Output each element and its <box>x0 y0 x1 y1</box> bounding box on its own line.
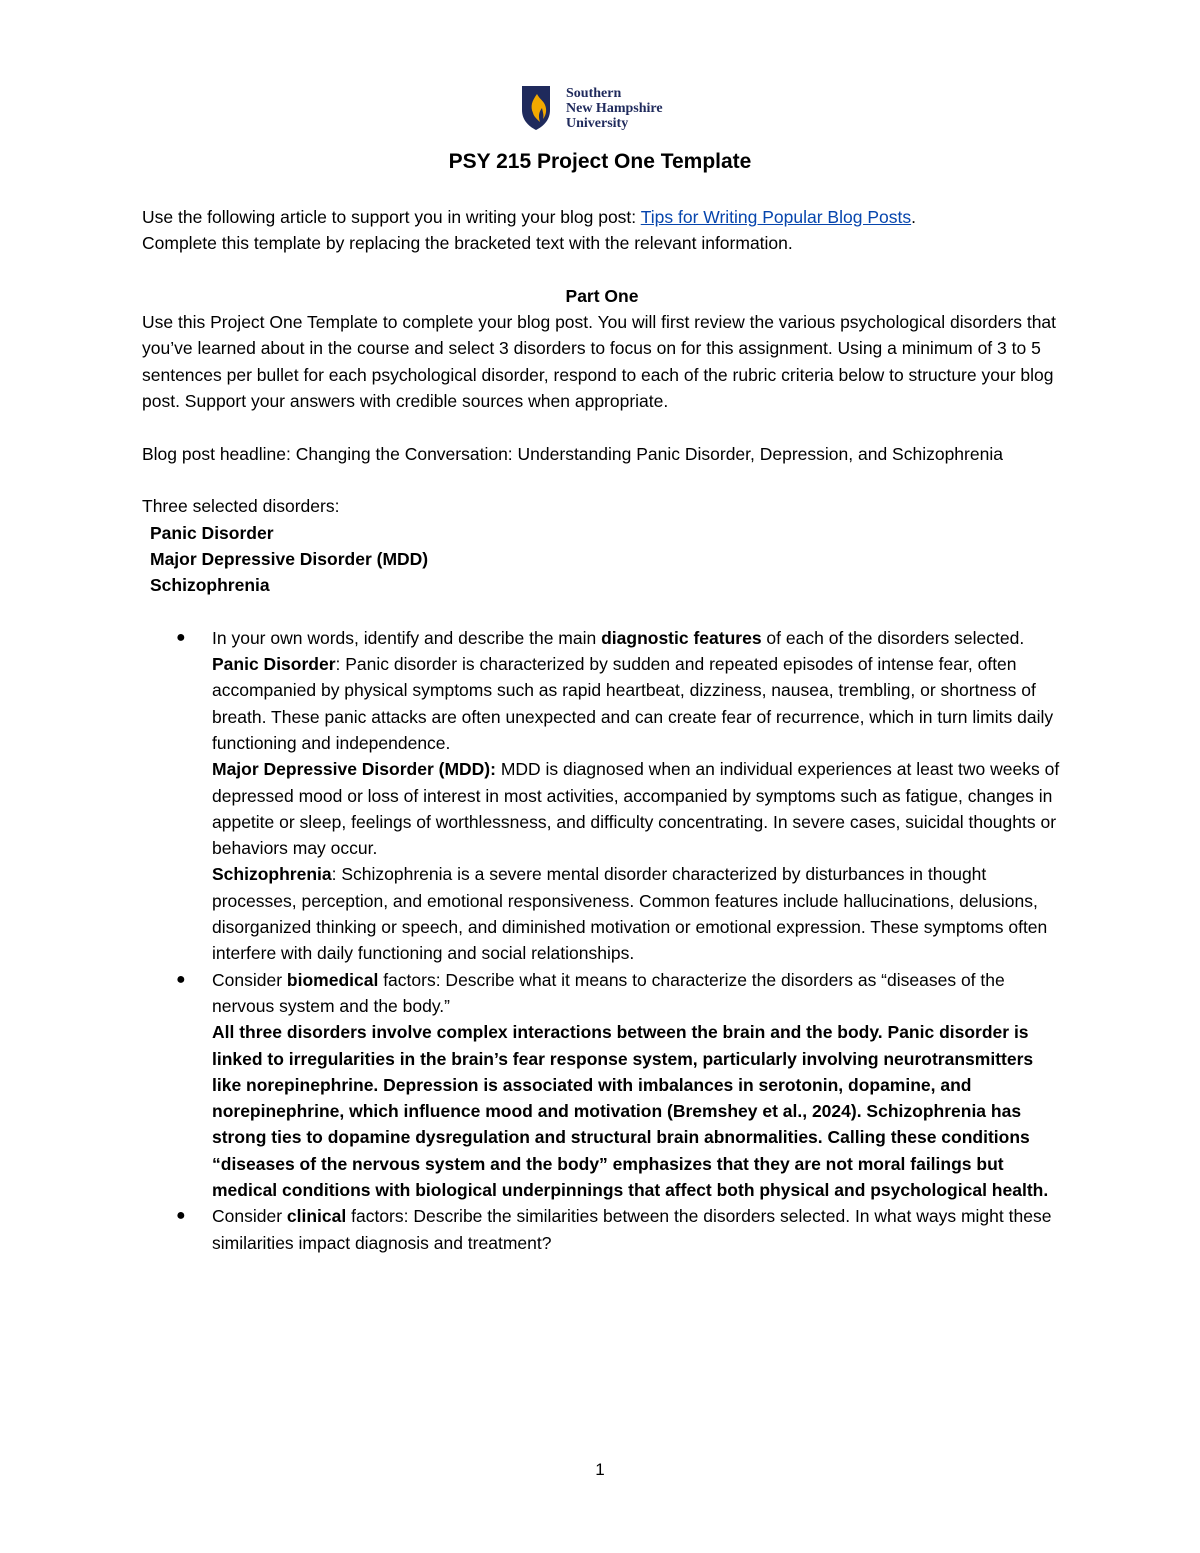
logo-line-3: University <box>566 116 629 131</box>
schizophrenia-label: Schizophrenia <box>212 864 332 885</box>
bullet-keyword: biomedical <box>286 969 379 990</box>
bullet-icon: ● <box>176 628 186 646</box>
panic-text: : Panic disorder is characterized by sudden and repeated episodes of intense fear, often accompanied by physical symptoms such as rapid heartbeat, dizziness, nausea, trembling, or shortness of breath. These panic attacks are often unexpected and can create fear of recurrence, which in turn limits daily functioning and independence. <box>212 654 1054 753</box>
blog-headline: Blog post headline: Changing the Conversation: Understanding Panic Disorder, Depression, and Schizophrenia <box>142 443 1003 464</box>
bullet-text: Consider <box>212 969 287 990</box>
schizophrenia-text: : Schizophrenia is a severe mental disorder characterized by disturbances in thought processes, perception, and emotional responsiveness. Common features include hallucinations, delusions, disorganized thinking or speech, and diminished motivation or emotional expression. These symptoms often interfere with daily functioning and social relationships. <box>212 864 1048 964</box>
bullet-biomedical-factors <box>142 967 1062 1204</box>
disorder-item: Panic Disorder <box>150 522 274 543</box>
panic-label: Panic Disorder <box>212 654 336 675</box>
university-logo <box>520 84 690 134</box>
biomedical-answer: All three disorders involve complex interactions between the brain and the body. Panic disorder is linked to irregularities in the brain’s fear response system, particularly involving neurotransmitters like norepinephrine. Depression is associated with imbalances in serotonin, dopamine, and norepinephrine, which influence mood and motivation (Bremshey et al., 2024). Schizophrenia has strong ties to dopamine dysregulation and structural brain abnormalities. Calling these conditions “diseases of the nervous system and the body” emphasizes that they are not moral failings but medical conditions with biological underpinnings that affect both physical and psychological health. <box>212 1022 1049 1200</box>
selected-disorders-list <box>142 520 1062 599</box>
bullet-icon: ● <box>176 1207 186 1225</box>
document-body <box>142 204 1062 1256</box>
bullet-text: factors: Describe the similarities between the disorders selected. In what ways might these similarities impact diagnosis and treatment? <box>212 1206 1052 1253</box>
page-title: PSY 215 Project One Template <box>448 150 752 173</box>
bullet-keyword: diagnostic features <box>601 627 762 648</box>
article-link[interactable]: Tips for Writing Popular Blog Posts <box>640 207 912 227</box>
part-one-heading: Part One <box>565 285 639 306</box>
logo-line-1: Southern <box>566 86 622 101</box>
shield-flame-icon <box>520 84 560 132</box>
page-number: 1 <box>595 1460 605 1479</box>
intro-paragraph <box>142 204 1062 257</box>
bullet-text: factors: Describe what it means to characterize the disorders as “diseases of the nervous system and the body.” <box>212 969 1005 1016</box>
bullet-clinical-factors <box>142 1203 1062 1256</box>
disorder-item: Major Depressive Disorder (MDD) <box>150 548 429 569</box>
bullet-diagnostic-features <box>142 625 1062 967</box>
mdd-label: Major Depressive Disorder (MDD): <box>212 759 496 780</box>
part-one-instructions: Use this Project One Template to complete your blog post. You will first review the various psychological disorders that you’ve learned about in the course and select 3 disorders to focus on for this assignment. Using a minimum of 3 to 5 sentences per bullet for each psychological disorder, respond to each of the rubric criteria below to structure your blog post. Support your answers with credible sources when appropriate. <box>142 312 1057 412</box>
bullet-text: Consider <box>212 1206 287 1227</box>
intro-text: Use the following article to support you in writing your blog post: <box>142 207 641 227</box>
intro-line-2: Complete this template by replacing the bracketed text with the relevant information. <box>142 233 793 254</box>
bullet-keyword: clinical <box>286 1206 347 1227</box>
bullet-text: of each of the disorders selected. <box>761 627 1025 648</box>
disorder-item: Schizophrenia <box>150 575 270 596</box>
bullet-text: In your own words, identify and describe the main <box>212 627 602 648</box>
bullet-icon: ● <box>176 970 186 988</box>
selected-disorders-label: Three selected disorders: <box>142 496 340 517</box>
rubric-bullet-list <box>142 625 1062 1256</box>
logo-line-2: New Hampshire <box>566 101 663 116</box>
intro-period: . <box>911 207 916 227</box>
mdd-text: MDD is diagnosed when an individual experiences at least two weeks of depressed mood or loss of interest in most activities, accompanied by symptoms such as fatigue, changes in appetite or sleep, feelings of worthlessness, and difficulty concentrating. In severe cases, suicidal thoughts or behaviors may occur. <box>212 759 1060 859</box>
